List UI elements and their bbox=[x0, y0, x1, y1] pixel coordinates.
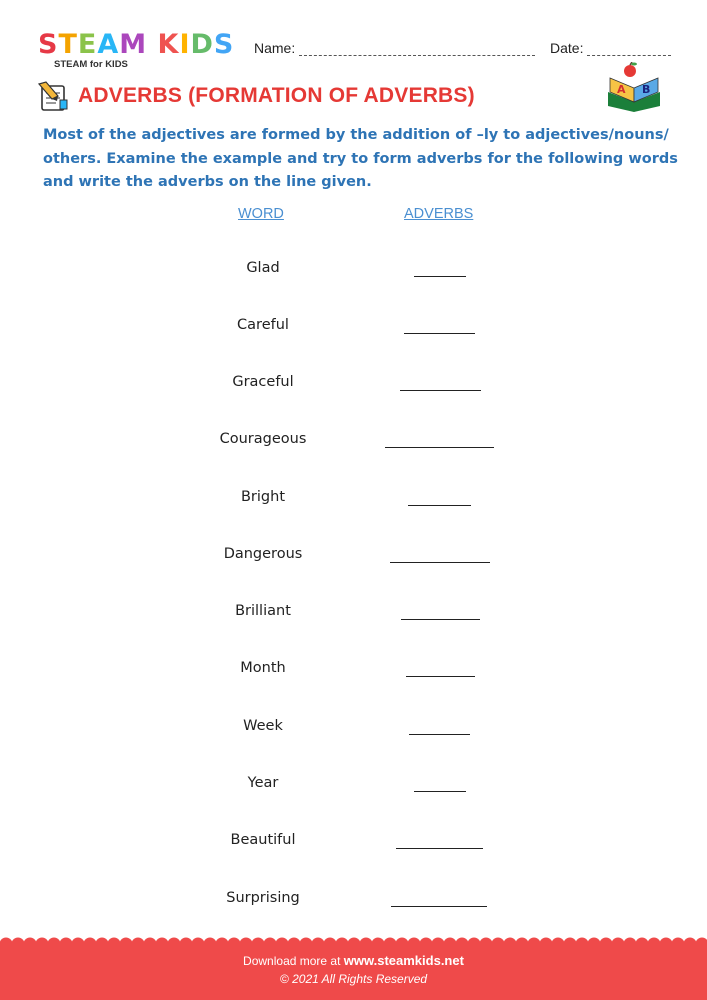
footer-download bbox=[0, 953, 707, 968]
ab-book-icon bbox=[604, 62, 664, 112]
svg-text:A: A bbox=[617, 83, 626, 96]
instruction-line: others. Examine the example and try to form adverbs for the following words bbox=[43, 150, 678, 167]
adverb-answer-line[interactable] bbox=[409, 734, 470, 735]
word-item: Graceful bbox=[232, 374, 294, 390]
adverb-answer-line[interactable] bbox=[406, 676, 475, 677]
adverb-answer-line[interactable] bbox=[390, 562, 490, 563]
svg-text:B: B bbox=[642, 83, 651, 96]
instruction-line: Most of the adjectives are formed by the addition of –ly to adjectives/nouns/ bbox=[43, 127, 669, 143]
date-label: Date: bbox=[550, 40, 584, 56]
footer-copyright: © 2021 All Rights Reserved bbox=[279, 972, 428, 986]
word-item: Dangerous bbox=[223, 546, 303, 562]
adverb-answer-line[interactable] bbox=[414, 791, 466, 792]
adverb-answer-line[interactable] bbox=[400, 390, 481, 391]
column-header-adverbs: ADVERBS bbox=[404, 206, 474, 222]
logo-letter: K bbox=[157, 29, 180, 60]
logo-letter: D bbox=[190, 29, 214, 60]
adverb-answer-line[interactable] bbox=[396, 848, 483, 849]
steam-kids-logo bbox=[38, 30, 238, 70]
footer-site-link[interactable]: www.steamkids.net bbox=[343, 953, 464, 968]
adverb-answer-line[interactable] bbox=[391, 906, 487, 907]
date-field[interactable] bbox=[550, 40, 671, 56]
word-item: Brilliant bbox=[235, 603, 291, 619]
word-item: Glad bbox=[246, 260, 280, 276]
adverb-answer-line[interactable] bbox=[408, 505, 471, 506]
logo-letter bbox=[147, 30, 157, 60]
word-item: Beautiful bbox=[230, 832, 296, 848]
word-item: Courageous bbox=[219, 431, 307, 447]
logo-subtitle: STEAM for KIDS bbox=[54, 59, 128, 70]
logo-letter: E bbox=[77, 29, 98, 60]
adverb-answer-line[interactable] bbox=[414, 276, 466, 277]
word-item: Month bbox=[240, 660, 286, 676]
adverb-answer-line[interactable] bbox=[401, 619, 480, 620]
name-field[interactable] bbox=[254, 40, 535, 56]
page-title: ADVERBS (FORMATION OF ADVERBS) bbox=[78, 84, 475, 107]
logo-letter: M bbox=[119, 29, 148, 60]
logo-letter: S bbox=[213, 29, 235, 60]
name-line[interactable] bbox=[299, 41, 535, 56]
title-row bbox=[36, 80, 475, 112]
adverb-answer-line[interactable] bbox=[385, 447, 494, 448]
logo-letter: S bbox=[38, 29, 59, 60]
name-label: Name: bbox=[254, 40, 296, 56]
instruction-line: and write the adverbs on the line given. bbox=[43, 174, 372, 190]
word-item: Bright bbox=[240, 489, 286, 505]
word-item: Surprising bbox=[226, 890, 300, 906]
scroll-pencil-icon bbox=[36, 80, 70, 112]
logo-letter: T bbox=[58, 29, 78, 60]
word-item: Week bbox=[243, 718, 283, 734]
instructions bbox=[43, 124, 678, 195]
word-item: Year bbox=[247, 775, 279, 791]
date-line[interactable] bbox=[587, 41, 671, 56]
word-item: Careful bbox=[237, 317, 289, 333]
logo-letter: I bbox=[179, 29, 191, 60]
footer-download-prefix: Download more at bbox=[243, 954, 344, 968]
column-header-word: WORD bbox=[238, 206, 284, 222]
logo-letter: A bbox=[97, 29, 120, 60]
logo-wordmark bbox=[38, 30, 238, 60]
footer-band bbox=[0, 942, 707, 1000]
adverb-answer-line[interactable] bbox=[404, 333, 475, 334]
